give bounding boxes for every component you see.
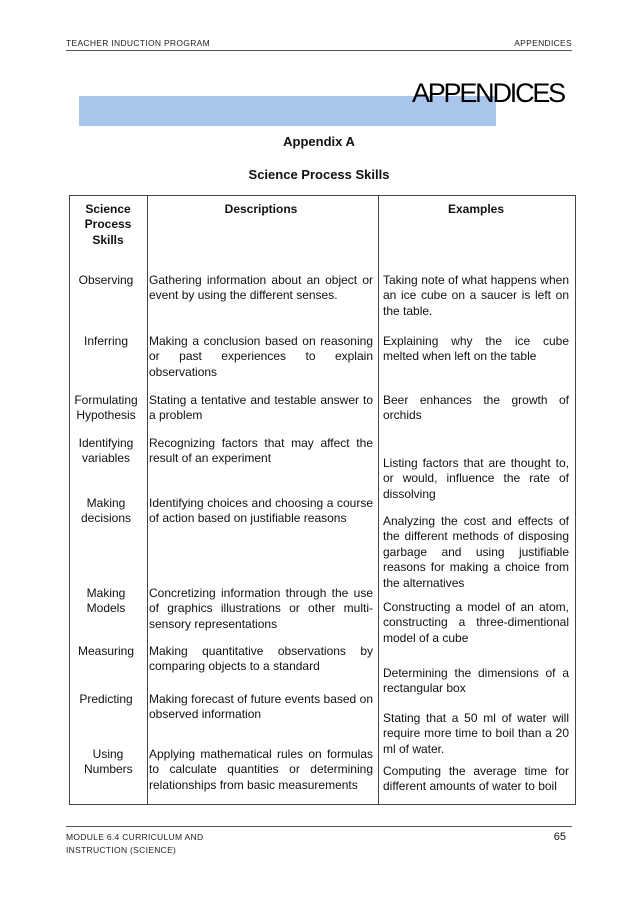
table-row-example: Explaining why the ice cube melted when left on the table	[383, 334, 569, 364]
table-row-skill: Measuring	[77, 644, 135, 658]
table-row-skill: Identifying variables	[78, 436, 134, 466]
table-row-example: Analyzing the cost and effects of the different methods of disposing garbage and using justifiable reasons for making a choice from the alternatives	[383, 514, 569, 590]
footer-rule	[66, 826, 572, 827]
table-row-description: Making a conclusion based on reasoning or past experiences to explain observations	[149, 334, 373, 379]
table-row-description: Making forecast of future events based on observed information	[149, 692, 373, 722]
table-row-description: Recognizing factors that may affect the result of an experiment	[149, 436, 373, 466]
skills-table	[69, 195, 576, 805]
table-row-description: Stating a tentative and testable answer to a problem	[149, 393, 373, 423]
page-title: APPENDICES	[411, 78, 564, 108]
table-row-skill: Observing	[78, 273, 134, 287]
column-header-description: Descriptions	[224, 202, 298, 216]
column-divider	[378, 196, 379, 804]
column-header-skill: Science Process Skills	[84, 202, 132, 247]
table-row-description: Identifying choices and choosing a course of action based on justifiable reasons	[149, 496, 373, 526]
running-header-left: TEACHER INDUCTION PROGRAM	[66, 38, 210, 48]
footer-module: MODULE 6.4 CURRICULUM AND INSTRUCTION (SCIENCE)	[66, 832, 204, 855]
table-row-description: Gathering information about an object or event by using the different senses.	[149, 273, 373, 303]
table-row-description: Making quantitative observations by comparing objects to a standard	[149, 644, 373, 674]
table-row-example: Taking note of what happens when an ice cube on a saucer is left on the table.	[383, 273, 569, 318]
column-header-example: Examples	[447, 202, 505, 216]
table-row-example: Beer enhances the growth of orchids	[383, 393, 569, 423]
table-row-description: Applying mathematical rules on formulas to calculate quantities or determining relationships from basic measurements	[149, 747, 373, 792]
header-rule	[66, 50, 572, 51]
table-row-description: Concretizing information through the use of graphics illustrations or other multi-sensory representations	[149, 586, 373, 631]
page-number: 65	[553, 831, 566, 843]
table-row-skill: Inferring	[83, 334, 129, 348]
table-row-example: Computing the average time for different amounts of water to boil	[383, 764, 569, 794]
table-title: Science Process Skills	[248, 167, 390, 182]
table-row-example: Constructing a model of an atom, constructing a three-dimentional model of a cube	[383, 600, 569, 645]
table-row-example: Determining the dimensions of a rectangular box	[383, 666, 569, 696]
table-row-example: Stating that a 50 ml of water will require more time to boil than a 20 ml of water.	[383, 711, 569, 756]
table-row-skill: Formulating Hypothesis	[74, 393, 138, 423]
table-row-example: Listing factors that are thought to, or would, influence the rate of dissolving	[383, 456, 569, 501]
column-divider	[147, 196, 148, 804]
table-row-skill: Predicting	[79, 692, 133, 706]
running-header-right: APPENDICES	[514, 38, 572, 48]
table-row-skill: Making Models	[86, 586, 126, 616]
appendix-label: Appendix A	[283, 134, 355, 149]
table-row-skill: Making decisions	[80, 496, 132, 526]
table-row-skill: Using Numbers	[84, 747, 133, 777]
